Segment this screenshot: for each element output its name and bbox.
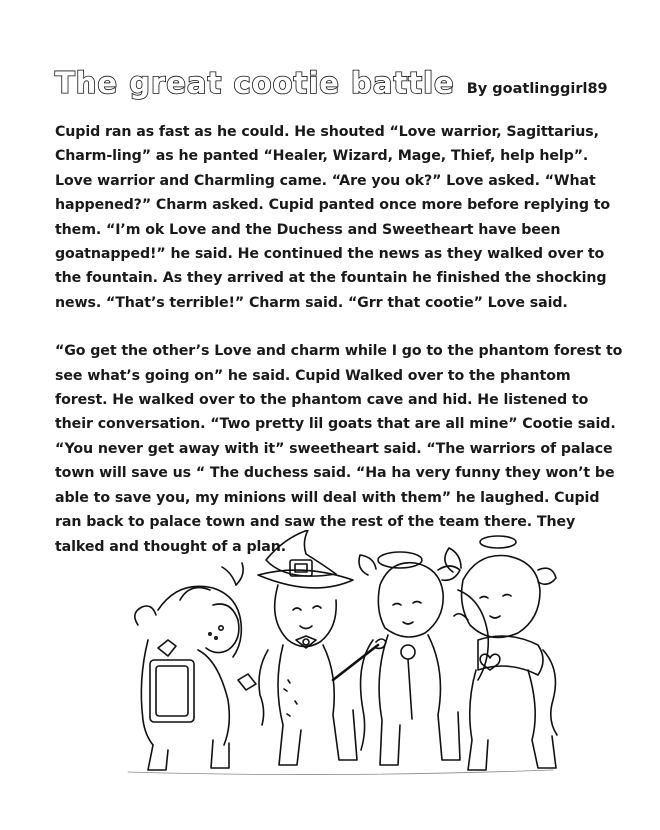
story-title: The great cootie battle	[55, 66, 455, 100]
story-paragraph-1: Cupid ran as fast as he could. He shouted “Love warrior, Sagittarius, Charm-ling” as he panted “Healer, Wizard, Mage, Thief, help help”. Love warrior and Charmling came. “Are you ok?” Love asked. “What happened?” Charm asked. Cupid panted once more before replying to them. “I’m ok Love and the Duchess and Sweetheart have been goatnapped!” he said. He continued the news as they walked over to the fountain. As they arrived at the fountain he finished the shocking news. “That’s terrible!” Charm said. “Grr that cootie” Love said.	[55, 124, 611, 311]
story-paragraph-2: “Go get the other’s Love and charm while I go to the phantom forest to see what’s going on” he said. Cupid Walked over to the phantom forest. He walked over to the phantom cave and hid. He listened to their conversation. “Two pretty lil goats that are all mine” Cootie said. “You never get away with it” sweetheart said. “The warriors of palace town will save us “ The duchess said. “Ha ha very funny they won’t be able to save you, my minions will deal with them” he laughed. Cupid ran back to palace town and saw the rest of the team there. They talked and thought of a plan.	[55, 343, 623, 555]
goat-characters-illustration	[118, 530, 558, 780]
wizard-goat-drawing	[258, 530, 386, 765]
warrior-goat-drawing	[135, 563, 256, 770]
author-byline: By goatlinggirl89	[466, 81, 608, 97]
title-row	[55, 66, 615, 100]
cupid-goat-drawing	[445, 536, 557, 770]
story-body	[55, 120, 627, 583]
mage-goat-drawing	[359, 552, 488, 765]
